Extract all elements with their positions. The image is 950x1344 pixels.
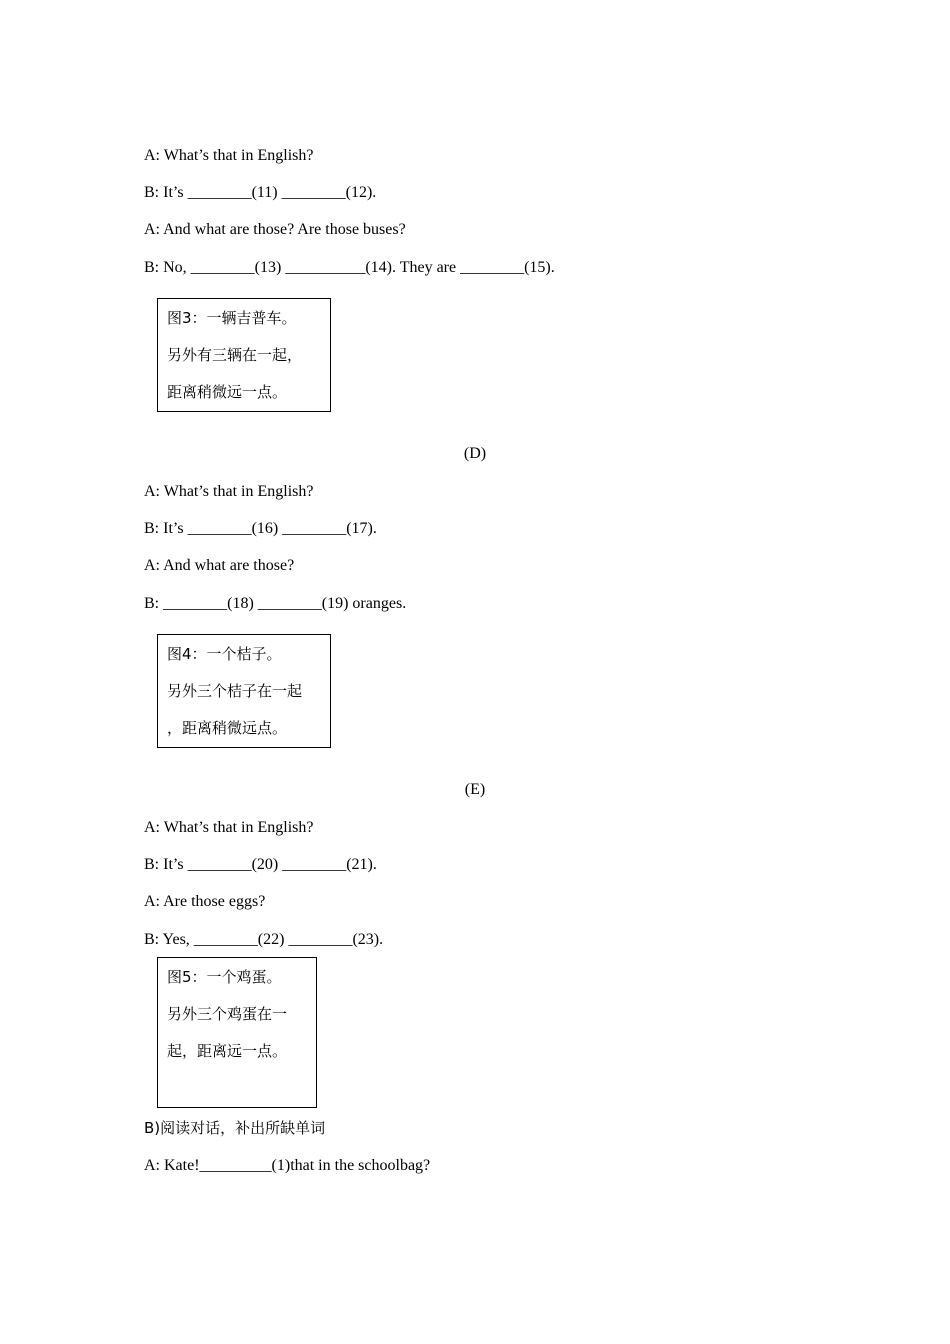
box4-line2: 另外三个桔子在一起 xyxy=(167,682,303,700)
box3-line3: 距离稍微远一点。 xyxy=(167,383,288,401)
box3-line1: 图3：一辆吉普车。 xyxy=(167,309,297,327)
picture-description-box-4 xyxy=(157,634,331,748)
box4-line3: ，距离稍微远点。 xyxy=(167,719,288,737)
dialogue-line-c4: B: No, ________(13) __________(14). They are ________(15). xyxy=(144,259,555,276)
dialogue-line-c3: A: And what are those? Are those buses? xyxy=(144,221,406,238)
box3-line2: 另外有三辆在一起， xyxy=(167,346,303,364)
picture-description-box-3 xyxy=(157,298,331,412)
dialogue-line-b1: A: Kate!_________(1)that in the schoolbag? xyxy=(144,1157,431,1174)
dialogue-line-d2: B: It’s ________(16) ________(17). xyxy=(144,520,377,537)
dialogue-line-c1: A: What’s that in English? xyxy=(144,147,314,164)
box5-line2: 另外三个鸡蛋在一 xyxy=(167,1005,288,1023)
section-b-instruction: B)阅读对话，补出所缺单词 xyxy=(144,1119,326,1137)
dialogue-line-d3: A: And what are those? xyxy=(144,557,295,574)
dialogue-line-c2: B: It’s ________(11) ________(12). xyxy=(144,184,377,201)
box5-line1: 图5：一个鸡蛋。 xyxy=(167,968,282,986)
dialogue-line-e2: B: It’s ________(20) ________(21). xyxy=(144,856,377,873)
section-heading-d: (D) xyxy=(463,445,487,462)
dialogue-line-e3: A: Are those eggs? xyxy=(144,893,266,910)
dialogue-line-e1: A: What’s that in English? xyxy=(144,819,314,836)
dialogue-line-d4: B: ________(18) ________(19) oranges. xyxy=(144,595,407,612)
box5-line3: 起，距离远一点。 xyxy=(167,1042,288,1060)
section-heading-e: (E) xyxy=(464,781,486,798)
box4-line1: 图4：一个桔子。 xyxy=(167,645,282,663)
dialogue-line-e4: B: Yes, ________(22) ________(23). xyxy=(144,931,384,948)
dialogue-line-d1: A: What’s that in English? xyxy=(144,483,314,500)
picture-description-box-5 xyxy=(157,957,317,1108)
